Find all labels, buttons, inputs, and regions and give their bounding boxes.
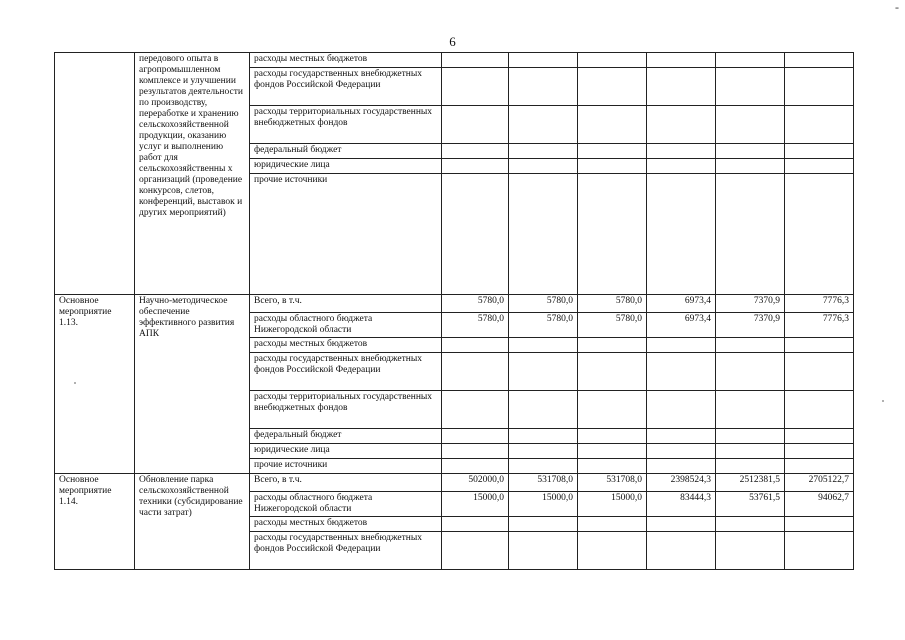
- value-cell: [647, 68, 716, 106]
- value-cell: [442, 517, 509, 532]
- value-cell: [647, 459, 716, 474]
- value-cell: [785, 391, 854, 429]
- value-cell: [716, 174, 785, 295]
- source-cell: федеральный бюджет: [250, 144, 442, 159]
- value-cell: [442, 338, 509, 353]
- value-cell: [785, 106, 854, 144]
- value-cell: 531708,0: [578, 474, 647, 492]
- value-cell: [509, 174, 578, 295]
- source-cell: расходы областного бюджета Нижегородской области: [250, 313, 442, 338]
- value-cell: [785, 459, 854, 474]
- value-cell: 6973,4: [647, 295, 716, 313]
- value-cell: [442, 174, 509, 295]
- value-cell: [509, 159, 578, 174]
- value-cell: 53761,5: [716, 492, 785, 517]
- value-cell: 83444,3: [647, 492, 716, 517]
- value-cell: 531708,0: [509, 474, 578, 492]
- source-cell: расходы государственных внебюджетных фондов Российской Федерации: [250, 532, 442, 570]
- value-cell: 5780,0: [578, 295, 647, 313]
- source-cell: прочие источники: [250, 459, 442, 474]
- value-cell: [509, 68, 578, 106]
- value-cell: [785, 429, 854, 444]
- value-cell: [647, 53, 716, 68]
- source-cell: федеральный бюджет: [250, 429, 442, 444]
- table-row: [55, 295, 854, 313]
- value-cell: [509, 517, 578, 532]
- value-cell: [785, 532, 854, 570]
- source-cell: расходы местных бюджетов: [250, 517, 442, 532]
- value-cell: [785, 144, 854, 159]
- value-cell: [578, 391, 647, 429]
- value-cell: [785, 174, 854, 295]
- source-cell: прочие источники: [250, 174, 442, 295]
- value-cell: [442, 532, 509, 570]
- value-cell: [442, 159, 509, 174]
- source-cell: Всего, в т.ч.: [250, 295, 442, 313]
- value-cell: [578, 159, 647, 174]
- value-cell: [716, 459, 785, 474]
- value-cell: [578, 338, 647, 353]
- value-cell: [509, 353, 578, 391]
- source-cell: расходы местных бюджетов: [250, 53, 442, 68]
- value-cell: 7370,9: [716, 313, 785, 338]
- value-cell: [716, 144, 785, 159]
- corner-mark: -: [895, 0, 899, 14]
- source-cell: расходы государственных внебюджетных фондов Российской Федерации: [250, 353, 442, 391]
- description-cell: Научно-методическое обеспечение эффективного развития АПК: [135, 295, 250, 474]
- value-cell: 5780,0: [442, 295, 509, 313]
- value-cell: [785, 444, 854, 459]
- value-cell: [785, 353, 854, 391]
- value-cell: [509, 444, 578, 459]
- value-cell: [647, 338, 716, 353]
- activity-cell: [55, 53, 135, 295]
- value-cell: 2705122,7: [785, 474, 854, 492]
- value-cell: [442, 353, 509, 391]
- value-cell: [716, 338, 785, 353]
- value-cell: [647, 444, 716, 459]
- activity-cell: Основное мероприятие 1.14.: [55, 474, 135, 570]
- value-cell: [578, 174, 647, 295]
- value-cell: [716, 444, 785, 459]
- value-cell: [578, 353, 647, 391]
- value-cell: 5780,0: [509, 295, 578, 313]
- source-cell: расходы областного бюджета Нижегородской области: [250, 492, 442, 517]
- description-cell: Обновление парка сельскохозяйственной техники (субсидирование части затрат): [135, 474, 250, 570]
- value-cell: [578, 68, 647, 106]
- value-cell: 7776,3: [785, 313, 854, 338]
- value-cell: [578, 144, 647, 159]
- value-cell: [716, 159, 785, 174]
- value-cell: [647, 144, 716, 159]
- value-cell: [716, 429, 785, 444]
- value-cell: [442, 444, 509, 459]
- value-cell: [785, 517, 854, 532]
- value-cell: [716, 517, 785, 532]
- value-cell: [716, 106, 785, 144]
- value-cell: [647, 353, 716, 391]
- value-cell: [785, 68, 854, 106]
- value-cell: [578, 53, 647, 68]
- value-cell: [509, 144, 578, 159]
- value-cell: [442, 53, 509, 68]
- value-cell: 5780,0: [442, 313, 509, 338]
- value-cell: [509, 338, 578, 353]
- value-cell: [647, 517, 716, 532]
- value-cell: [647, 106, 716, 144]
- value-cell: [509, 106, 578, 144]
- value-cell: [442, 106, 509, 144]
- value-cell: [647, 532, 716, 570]
- value-cell: 2398524,3: [647, 474, 716, 492]
- value-cell: [785, 159, 854, 174]
- value-cell: [442, 429, 509, 444]
- value-cell: [578, 459, 647, 474]
- value-cell: 15000,0: [442, 492, 509, 517]
- value-cell: 7370,9: [716, 295, 785, 313]
- value-cell: [647, 174, 716, 295]
- value-cell: [509, 429, 578, 444]
- source-cell: расходы местных бюджетов: [250, 338, 442, 353]
- value-cell: [578, 444, 647, 459]
- value-cell: [716, 391, 785, 429]
- source-cell: расходы территориальных государственных внебюджетных фондов: [250, 391, 442, 429]
- value-cell: 2512381,5: [716, 474, 785, 492]
- value-cell: [785, 338, 854, 353]
- value-cell: 6973,4: [647, 313, 716, 338]
- source-cell: расходы государственных внебюджетных фондов Российской Федерации: [250, 68, 442, 106]
- value-cell: [509, 532, 578, 570]
- value-cell: [442, 391, 509, 429]
- value-cell: 502000,0: [442, 474, 509, 492]
- value-cell: [509, 391, 578, 429]
- description-cell: передового опыта в агропромышленном комплексе и улучшении результатов деятельности по производству, переработке и хранению сельскохозяйственной продукции, оказанию услуг и выполнению работ для сельскохозяйственны х организаций (проведение конкурсов, слетов, конференций, выставок и других мероприятий): [135, 53, 250, 295]
- value-cell: 5780,0: [578, 313, 647, 338]
- value-cell: [578, 429, 647, 444]
- value-cell: [442, 144, 509, 159]
- budget-table: [54, 52, 854, 570]
- value-cell: [716, 68, 785, 106]
- value-cell: [716, 53, 785, 68]
- value-cell: [442, 68, 509, 106]
- source-cell: расходы территориальных государственных внебюджетных фондов: [250, 106, 442, 144]
- source-cell: юридические лица: [250, 444, 442, 459]
- source-cell: юридические лица: [250, 159, 442, 174]
- value-cell: 15000,0: [578, 492, 647, 517]
- table-row: [55, 474, 854, 492]
- value-cell: [578, 517, 647, 532]
- scan-dot: [882, 400, 884, 402]
- value-cell: 7776,3: [785, 295, 854, 313]
- value-cell: [509, 459, 578, 474]
- value-cell: 5780,0: [509, 313, 578, 338]
- value-cell: [785, 53, 854, 68]
- value-cell: [509, 53, 578, 68]
- value-cell: [442, 459, 509, 474]
- value-cell: [578, 106, 647, 144]
- value-cell: 15000,0: [509, 492, 578, 517]
- value-cell: [578, 532, 647, 570]
- value-cell: [647, 159, 716, 174]
- value-cell: [647, 429, 716, 444]
- value-cell: [716, 353, 785, 391]
- page-number: 6: [449, 34, 456, 49]
- value-cell: [716, 532, 785, 570]
- value-cell: 94062,7: [785, 492, 854, 517]
- table-row: [55, 53, 854, 68]
- value-cell: [647, 391, 716, 429]
- activity-cell: Основное мероприятие 1.13.: [55, 295, 135, 474]
- source-cell: Всего, в т.ч.: [250, 474, 442, 492]
